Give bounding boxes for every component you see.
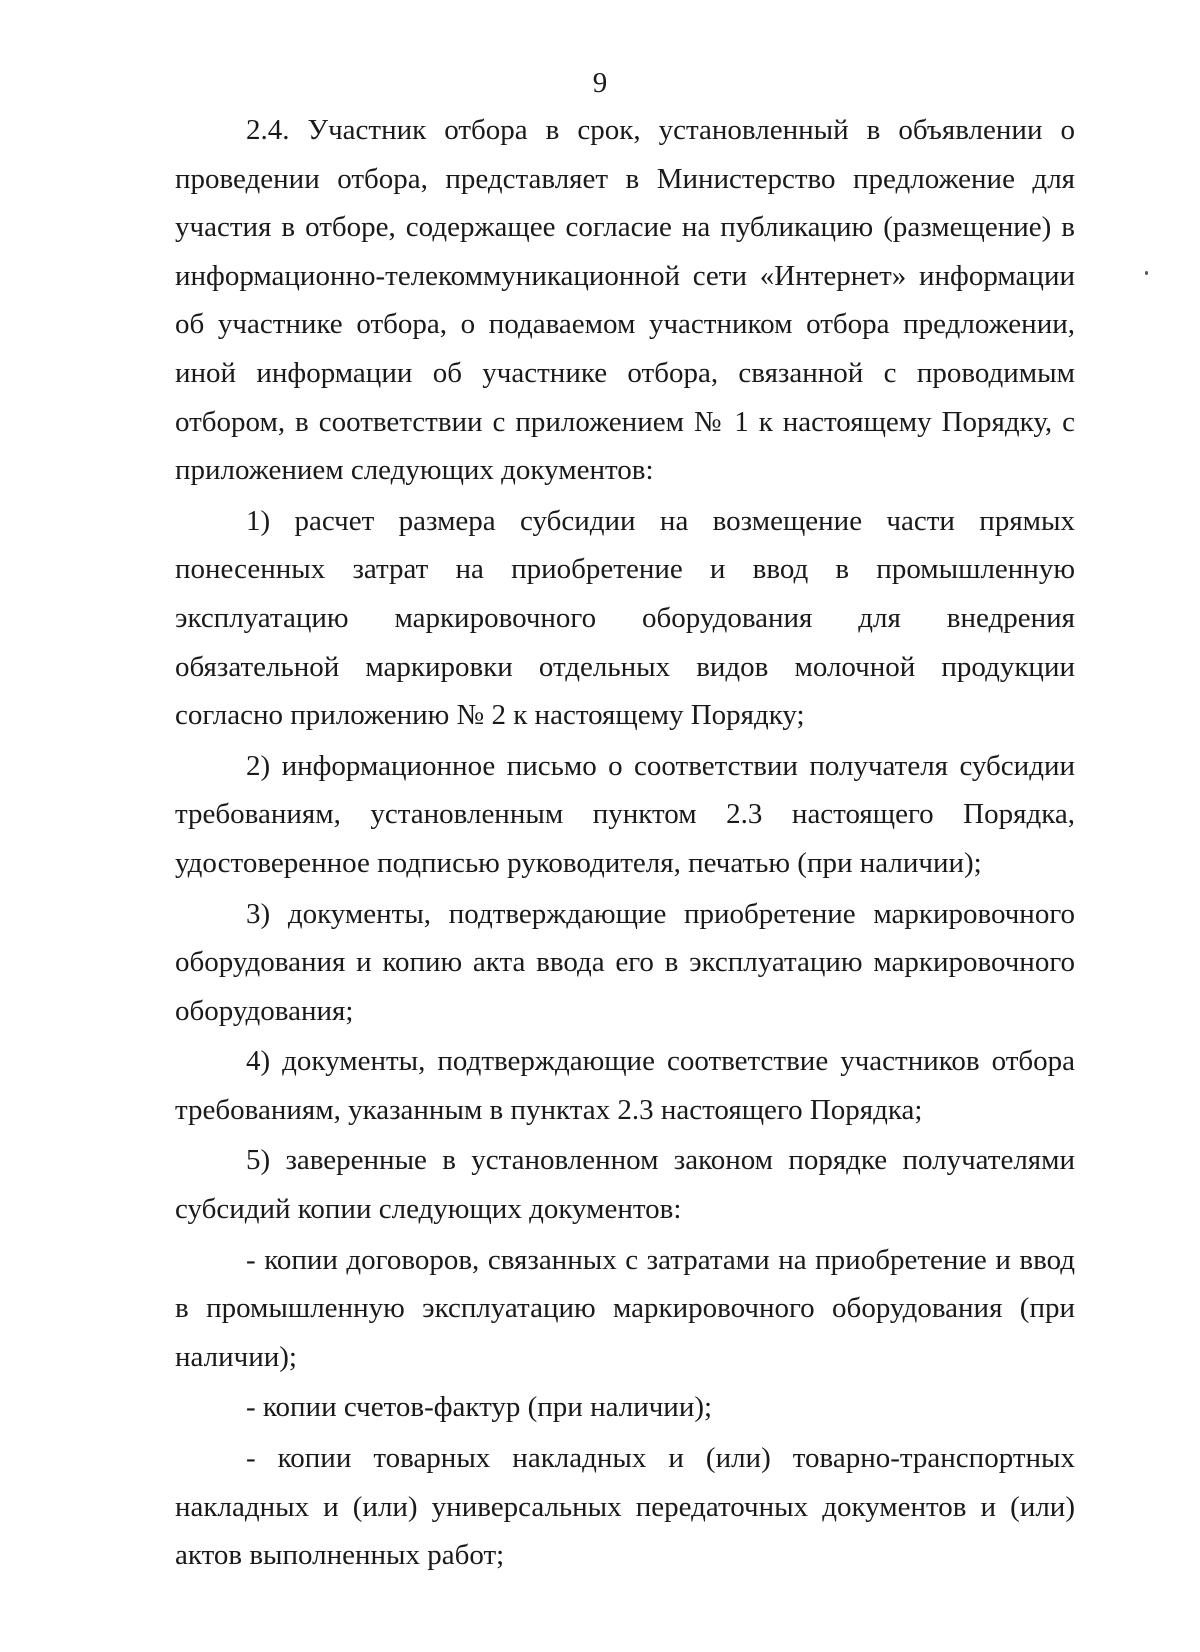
list-item-5: 5) заверенные в установленном законом порядке получателями субсидий копии следующих документов:: [175, 1144, 1075, 1226]
scan-speck: [1145, 271, 1148, 275]
paragraph-2-4: 2.4. Участник отбора в срок, установленный в объявлении о проведении отбора, представляет в Министерство предложение для участия в отборе, содержащее согласие на публикацию (размещение) в информационно-телекоммуникационной сети «Интернет» информации об участнике отбора, о подаваемом участником отбора предложении, иной информации об участнике отбора, связанной с проводимым отбором, в соответствии с приложением № 1 к настоящему Порядку, с приложением следующих документов:: [175, 114, 1075, 487]
sub-item-invoices: - копии счетов-фактур (при наличии);: [246, 1391, 713, 1424]
list-item-2: 2) информационное письмо о соответствии получателя субсидии требованиям, установленным пунктом 2.3 настоящего Порядка, удостоверенное подписью руководителя, печатью (при наличии);: [175, 749, 1075, 879]
list-item-3: 3) документы, подтверждающие приобретение маркировочного оборудования и копию акта ввода его в эксплуатацию маркировочного оборудования;: [175, 897, 1075, 1027]
page-number: 9: [592, 67, 608, 99]
document-body: [175, 106, 1075, 1580]
list-item-1: 1) расчет размера субсидии на возмещение части прямых понесенных затрат на приобретение и ввод в промышленную эксплуатацию маркировочного оборудования для внедрения обязательной маркировки отдельных видов молочной продукции согласно приложению № 2 к настоящему Порядку;: [175, 504, 1075, 732]
list-item-4: 4) документы, подтверждающие соответствие участников отбора требованиям, указанным в пунктах 2.3 настоящего Порядка;: [175, 1045, 1075, 1126]
sub-item-waybills: - копии товарных накладных и (или) товарно-транспортных накладных и (или) универсальных передаточных документов и (или) актов выполненных работ;: [175, 1442, 1075, 1572]
sub-item-contracts: - копии договоров, связанных с затратами на приобретение и ввод в промышленную эксплуатацию маркировочного оборудования (при наличии);: [175, 1243, 1075, 1373]
